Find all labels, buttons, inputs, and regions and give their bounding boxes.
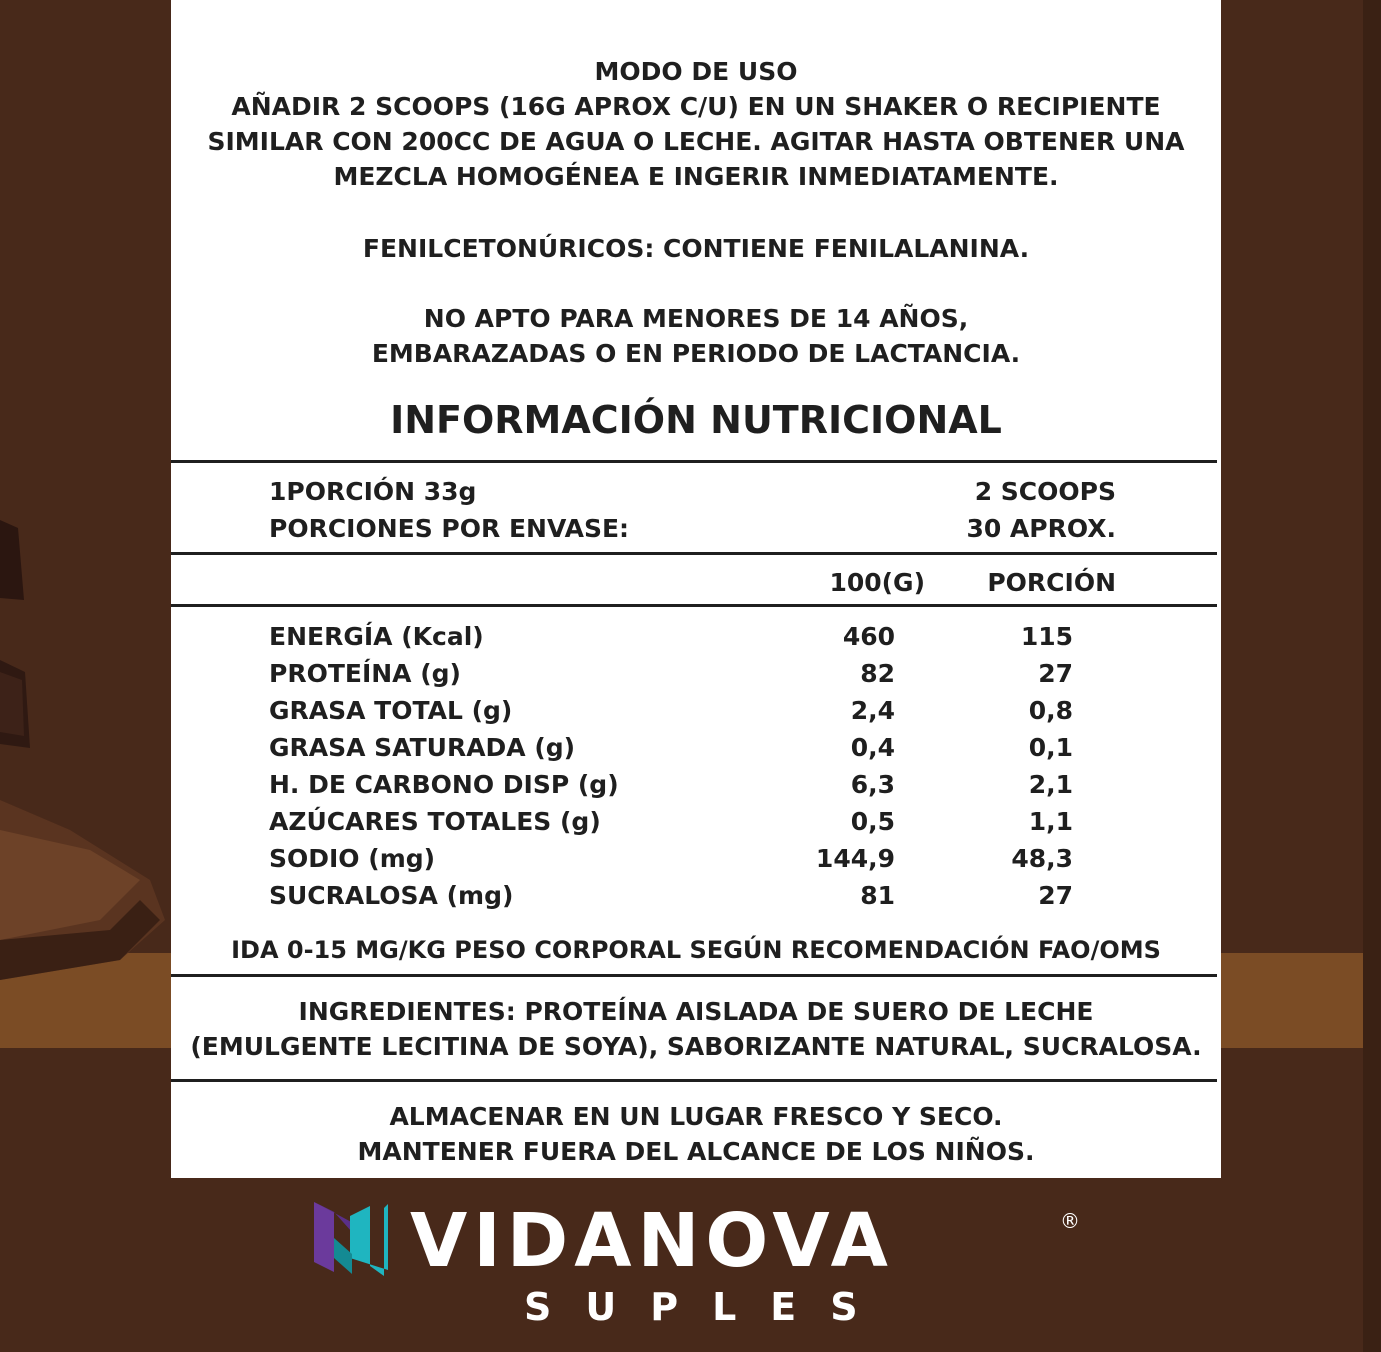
row-portion: 115 [1020, 622, 1073, 651]
row-per100: 6,3 [850, 770, 895, 799]
ingredients [171, 994, 1221, 1064]
age-warning-line: EMBARAZADAS O EN PERIODO DE LACTANCIA. [371, 339, 1021, 368]
servings-value: 30 APROX. [966, 514, 1116, 543]
row-label: GRASA SATURADA (g) [269, 733, 576, 762]
chocolate-image [0, 500, 175, 980]
pku-warning: FENILCETONÚRICOS: CONTIENE FENILALANINA. [362, 234, 1030, 263]
row-label: ENERGÍA (Kcal) [269, 622, 484, 651]
row-per100: 2,4 [850, 696, 895, 725]
brand-mark-icon [314, 1202, 388, 1276]
row-portion: 48,3 [1011, 844, 1073, 873]
usage-section [171, 54, 1221, 194]
row-portion: 0,1 [1028, 733, 1073, 762]
nutrition-title: INFORMACIÓN NUTRICIONAL [390, 398, 1002, 442]
ida-note: IDA 0-15 MG/KG PESO CORPORAL SEGÚN RECOMENDACIÓN FAO/OMS [231, 936, 1161, 964]
row-label: GRASA TOTAL (g) [269, 696, 513, 725]
row-portion: 27 [1038, 659, 1073, 688]
row-portion: 1,1 [1028, 807, 1073, 836]
row-per100: 144,9 [815, 844, 895, 873]
divider [171, 974, 1217, 977]
column-header-portion: PORCIÓN [987, 568, 1116, 597]
row-label: AZÚCARES TOTALES (g) [269, 807, 601, 836]
brand-subtitle: SUPLES [524, 1285, 892, 1328]
row-per100: 81 [860, 881, 895, 910]
row-label: H. DE CARBONO DISP (g) [269, 770, 619, 799]
row-portion: 2,1 [1028, 770, 1073, 799]
row-per100: 0,5 [850, 807, 895, 836]
brand-logo [312, 1198, 1092, 1328]
storage-line: ALMACENAR EN UN LUGAR FRESCO Y SECO. [389, 1102, 1003, 1131]
storage-line: MANTENER FUERA DEL ALCANCE DE LOS NIÑOS. [357, 1137, 1035, 1166]
registered-mark: ® [1060, 1209, 1080, 1233]
divider [171, 604, 1217, 607]
column-header-100g: 100(G) [829, 568, 925, 597]
age-warning-line: NO APTO PARA MENORES DE 14 AÑOS, [423, 304, 969, 333]
storage [171, 1099, 1221, 1169]
row-per100: 82 [860, 659, 895, 688]
row-label: SUCRALOSA (mg) [269, 881, 514, 910]
row-portion: 0,8 [1028, 696, 1073, 725]
divider [171, 1079, 1217, 1082]
divider [171, 552, 1217, 555]
row-label: SODIO (mg) [269, 844, 436, 873]
background-edge [1363, 0, 1381, 1352]
age-warning [171, 301, 1221, 371]
row-per100: 460 [842, 622, 895, 651]
ingredients-line: INGREDIENTES: PROTEÍNA AISLADA DE SUERO DE LECHE [298, 997, 1094, 1026]
row-portion: 27 [1038, 881, 1073, 910]
usage-line: SIMILAR CON 200CC DE AGUA O LECHE. AGITAR HASTA OBTENER UNA [207, 127, 1185, 156]
divider [171, 460, 1217, 463]
usage-line: MEZCLA HOMOGÉNEA E INGERIR INMEDIATAMENTE. [333, 162, 1059, 191]
ingredients-line: (EMULGENTE LECITINA DE SOYA), SABORIZANTE NATURAL, SUCRALOSA. [190, 1032, 1202, 1061]
usage-heading: MODO DE USO [594, 57, 798, 86]
label-panel [171, 0, 1221, 1178]
brand-name: VIDANOVA [410, 1198, 894, 1284]
serving-label: 1PORCIÓN 33g [269, 477, 477, 506]
row-per100: 0,4 [850, 733, 895, 762]
serving-value: 2 SCOOPS [974, 477, 1116, 506]
row-label: PROTEÍNA (g) [269, 659, 461, 688]
usage-line: AÑADIR 2 SCOOPS (16G APROX C/U) EN UN SHAKER O RECIPIENTE [231, 92, 1161, 121]
servings-label: PORCIONES POR ENVASE: [269, 514, 630, 543]
